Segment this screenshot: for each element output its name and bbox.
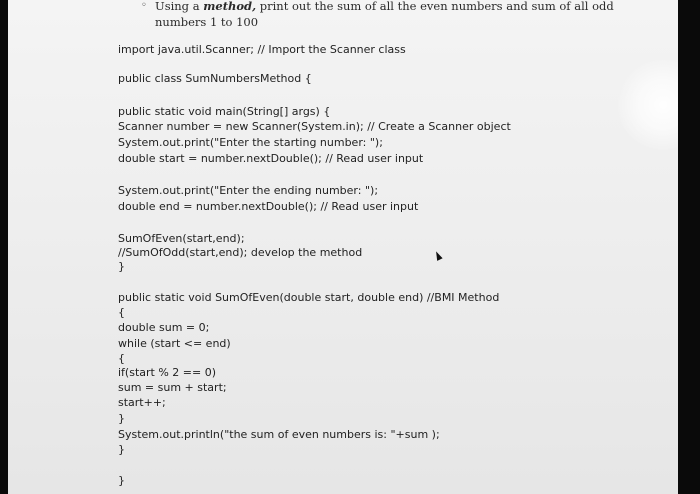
code-line: public static void SumOfEven(double start, double end) //BMI Method: [118, 291, 500, 304]
code-line: double start = number.nextDouble(); // Read user input: [118, 152, 424, 165]
code-line: public class SumNumbersMethod {: [118, 72, 312, 85]
code-line: import java.util.Scanner; // Import the Scanner class: [118, 43, 406, 56]
mouse-pointer-icon: [433, 250, 442, 261]
code-line: }: [118, 412, 125, 425]
code-line: {: [118, 306, 125, 319]
document-page: [8, 0, 678, 494]
code-line: SumOfEven(start,end);: [118, 232, 245, 245]
code-line: if(start % 2 == 0): [118, 366, 217, 379]
code-line: start++;: [118, 396, 166, 409]
code-line: sum = sum + start;: [118, 381, 227, 394]
code-line: {: [118, 352, 125, 365]
heading-line-1: Using a method, print out the sum of all the even numbers and sum of all odd: [155, 0, 614, 13]
code-line: System.out.print("Enter the ending number: ");: [118, 184, 379, 197]
heading-emphasis: method,: [203, 0, 257, 13]
code-line: }: [118, 474, 125, 487]
heading-line-2: numbers 1 to 100: [155, 15, 259, 29]
code-line: //SumOfOdd(start,end); develop the method: [118, 246, 363, 259]
code-line: double end = number.nextDouble(); // Read user input: [118, 200, 419, 213]
code-line: }: [118, 260, 125, 273]
code-line: }: [118, 443, 125, 456]
code-line: double sum = 0;: [118, 321, 210, 334]
code-line: while (start <= end): [118, 337, 231, 350]
bullet-icon: ◦: [141, 0, 147, 11]
code-line: public static void main(String[] args) {: [118, 105, 331, 118]
code-line: System.out.println("the sum of even numbers is: "+sum );: [118, 428, 440, 441]
code-line: Scanner number = new Scanner(System.in); // Create a Scanner object: [118, 120, 511, 133]
light-glare: [618, 60, 678, 150]
code-line: System.out.print("Enter the starting number: ");: [118, 136, 383, 149]
